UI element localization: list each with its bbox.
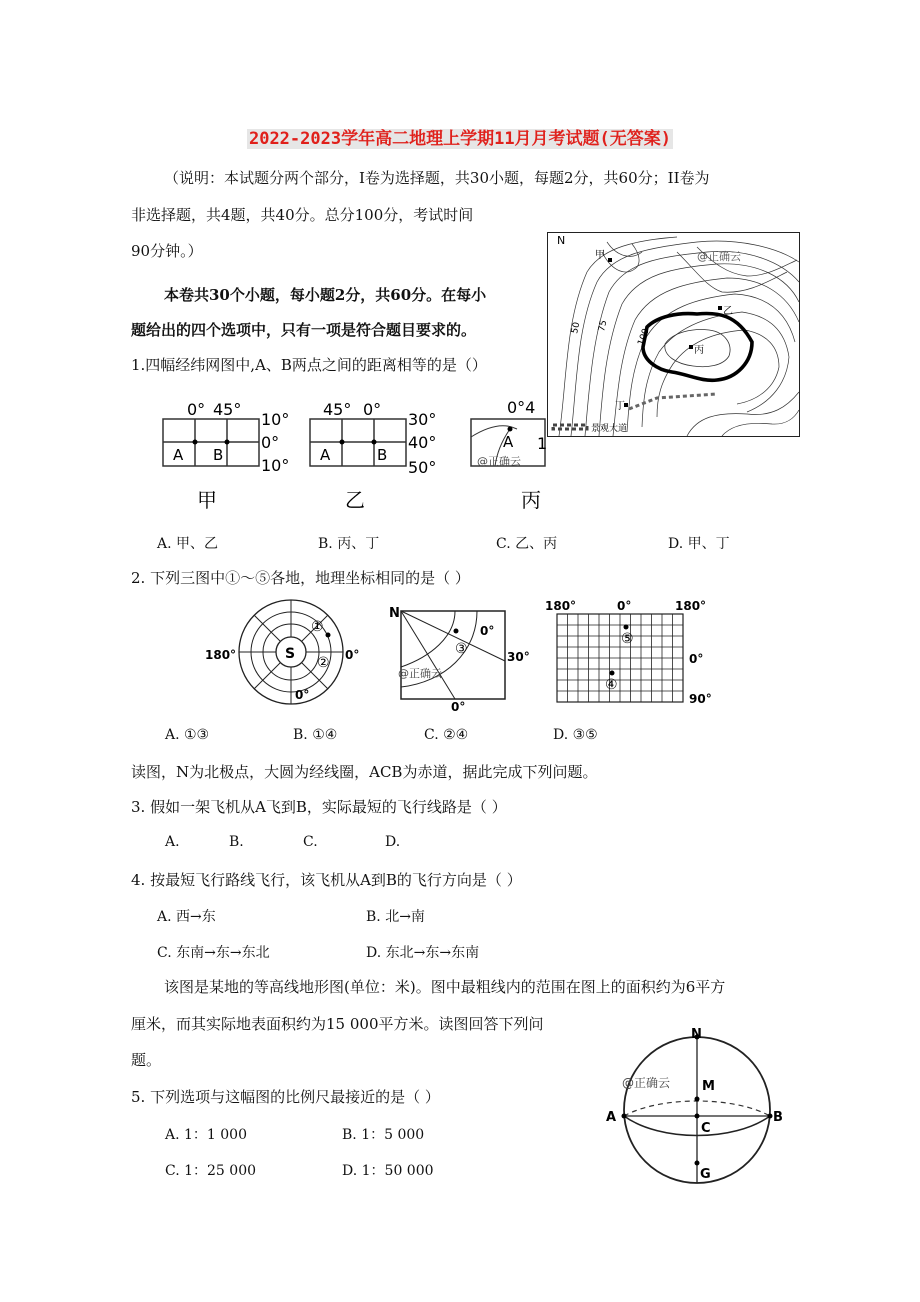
q4-stem: 4. 按最短飞行路线飞行，该飞机从A到B的飞行方向是（ ） — [131, 871, 522, 889]
elev-75: 75 — [597, 319, 610, 333]
globe-watermark: @正确云 — [622, 1076, 671, 1090]
para-line-1: 该图是某地的等高线地形图(单位：米)。图中最粗线内的范围在图上的面积约为6平方 — [164, 978, 726, 996]
globe-figure — [600, 1026, 790, 1188]
fig2-corner: N — [389, 606, 400, 621]
globe-c: C — [701, 1121, 711, 1136]
q2-stem: 2. 下列三图中①～⑤各地，地理坐标相同的是（ ） — [131, 569, 470, 587]
q1-figures — [155, 397, 548, 512]
elev-100: 100 — [636, 327, 652, 348]
globe-b: B — [773, 1110, 783, 1125]
q4-option-a[interactable]: A. 西→东 — [157, 909, 216, 925]
jia-point-b: B — [213, 446, 224, 464]
jia-top-0: 0° — [187, 400, 206, 419]
para-line-3: 题。 — [131, 1051, 162, 1069]
bing-right: 1 — [537, 434, 548, 453]
q4-option-b[interactable]: B. 北→南 — [366, 909, 425, 925]
q4-option-c[interactable]: C. 东南→东→东北 — [157, 945, 270, 961]
fig3-top-0: 180° — [545, 599, 577, 613]
fig2-right: 30° — [507, 650, 530, 664]
yi-right-1: 40° — [408, 433, 437, 452]
north-label: N — [557, 234, 566, 247]
section-line-2: 题给出的四个选项中，只有一项是符合题目要求的。 — [131, 321, 477, 339]
bing-point-a: A — [503, 433, 514, 451]
fig1-left: 180° — [205, 648, 237, 662]
mark-2: ② — [317, 655, 330, 671]
q3-option-a[interactable]: A. — [165, 834, 180, 850]
q1-option-d[interactable]: D. 甲、丁 — [668, 536, 730, 552]
fig-bing — [471, 398, 547, 512]
q1-option-b[interactable]: B. 丙、丁 — [318, 536, 380, 552]
fig-yi — [310, 400, 436, 512]
jia-right-1: 0° — [261, 433, 280, 452]
contour-map — [547, 232, 800, 437]
yi-point-a: A — [320, 446, 331, 464]
yi-top-1: 0° — [363, 400, 382, 419]
fig3-top-1: 0° — [617, 599, 632, 613]
q2-option-b[interactable]: B. ①④ — [293, 727, 338, 743]
fig3-top-2: 180° — [675, 599, 707, 613]
jia-right-0: 10° — [261, 410, 290, 429]
intro-line-3: 90分钟。） — [131, 242, 203, 260]
q4-option-d[interactable]: D. 东北→东→东南 — [366, 945, 480, 961]
q5-option-c[interactable]: C. 1：25 000 — [165, 1163, 257, 1179]
fig-jia — [163, 400, 289, 512]
q3-option-d[interactable]: D. — [385, 834, 401, 850]
q1-option-c[interactable]: C. 乙、丙 — [496, 536, 558, 552]
fig3-right-1: 90° — [689, 692, 712, 706]
q3-option-c[interactable]: C. — [303, 834, 318, 850]
fig1-bottom: 0° — [295, 688, 310, 702]
mark-4: ④ — [605, 677, 618, 693]
label-ding: 丁 — [615, 401, 625, 412]
elev-50: 50 — [570, 321, 583, 335]
fig1-right: 0° — [345, 648, 360, 662]
jia-caption: 甲 — [197, 488, 217, 512]
mark-3: ③ — [455, 641, 468, 657]
q2-fig-2 — [389, 606, 530, 714]
fig2-mid: 0° — [480, 624, 495, 638]
jia-point-a: A — [173, 446, 184, 464]
read-note: 读图，N为北极点，大圆为经线圈，ACB为赤道，据此完成下列问题。 — [131, 763, 598, 781]
globe-n: N — [691, 1027, 702, 1042]
q1-stem: 1.四幅经纬网图中,A、B两点之间的距离相等的是（） — [131, 356, 487, 374]
yi-top-0: 45° — [323, 400, 352, 419]
mark-5: ⑤ — [621, 631, 634, 647]
label-bing: 丙 — [694, 345, 704, 356]
q2-option-d[interactable]: D. ③⑤ — [553, 727, 598, 743]
yi-caption: 乙 — [345, 488, 365, 512]
intro-line-2: 非选择题，共4题，共40分。总分100分，考试时间 — [131, 206, 474, 224]
q1-option-a[interactable]: A. 甲、乙 — [157, 536, 219, 552]
jia-top-1: 45° — [213, 400, 242, 419]
para-line-2: 厘米，而其实际地表面积约为15 000平方米。读图回答下列问 — [131, 1015, 544, 1033]
yi-right-0: 30° — [408, 410, 437, 429]
bing-caption: 丙 — [521, 488, 541, 512]
globe-a: A — [606, 1110, 617, 1125]
q3-option-b[interactable]: B. — [229, 834, 244, 850]
q2-option-c[interactable]: C. ②④ — [424, 727, 469, 743]
fig2-bottom: 0° — [451, 700, 466, 714]
intro-line-1: （说明：本试题分两个部分，I卷为选择题，共30小题，每题2分，共60分；II卷为 — [164, 169, 710, 187]
fig2-watermark: @正确云 — [398, 667, 442, 680]
page-title: 2022-2023学年高二地理上学期11月月考试题(无答案) — [248, 129, 672, 149]
q5-stem: 5. 下列选项与这幅图的比例尺最接近的是（ ） — [131, 1088, 440, 1106]
q5-option-d[interactable]: D. 1：50 000 — [342, 1163, 434, 1179]
q2-fig-3 — [545, 599, 712, 706]
jia-right-2: 10° — [261, 456, 290, 475]
q5-option-b[interactable]: B. 1：5 000 — [342, 1127, 425, 1143]
legend-label: 景观大道 — [591, 424, 628, 434]
q2-figures — [205, 597, 715, 712]
q5-option-a[interactable]: A. 1：1 000 — [165, 1127, 247, 1143]
q2-fig-1 — [205, 600, 359, 704]
globe-m: M — [702, 1079, 715, 1094]
globe-g: G — [700, 1167, 711, 1182]
map-watermark: @正确云 — [697, 250, 741, 263]
label-yi: 乙 — [723, 306, 733, 317]
yi-right-2: 50° — [408, 458, 437, 477]
bing-top: 0°4 — [507, 398, 536, 417]
bing-watermark: @正确云 — [477, 455, 521, 468]
yi-point-b: B — [377, 446, 388, 464]
q2-option-a[interactable]: A. ①③ — [165, 727, 210, 743]
fig3-right-0: 0° — [689, 652, 704, 666]
fig1-center: S — [285, 646, 296, 662]
mark-1: ① — [311, 619, 324, 635]
label-jia: 甲 — [595, 250, 605, 261]
q3-stem: 3. 假如一架飞机从A飞到B，实际最短的飞行线路是（ ） — [131, 798, 507, 816]
section-line-1: 本卷共30个小题，每小题2分，共60分。在每小 — [164, 286, 487, 304]
